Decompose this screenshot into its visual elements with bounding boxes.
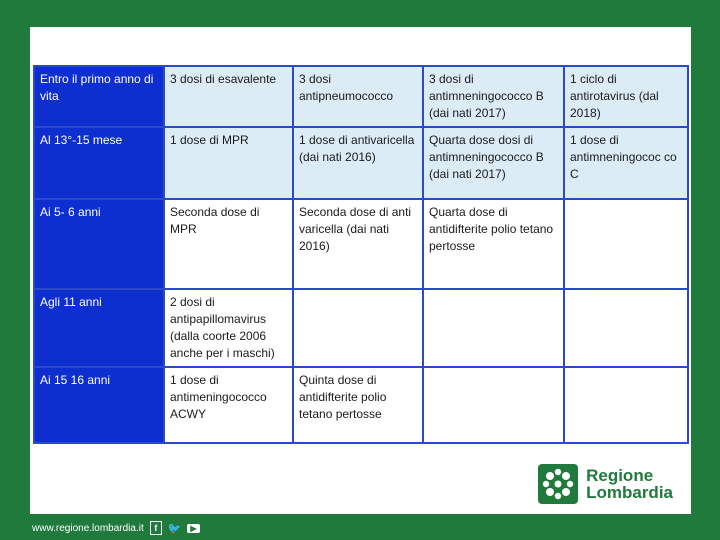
table-row xyxy=(34,289,688,367)
rosa-camuna-icon xyxy=(538,464,578,504)
table-cell: 1 dose di antimeningococco ACWY xyxy=(164,367,293,443)
slide xyxy=(30,27,691,514)
table-cell xyxy=(293,289,423,367)
vaccination-schedule-table xyxy=(33,65,689,444)
logo-line-1: Regione xyxy=(586,466,654,485)
age-cell: Ai 5- 6 anni xyxy=(34,199,164,289)
logo-line-2: Lombardia xyxy=(586,483,673,502)
facebook-icon[interactable]: f xyxy=(150,521,162,535)
age-cell: Agli 11 anni xyxy=(34,289,164,367)
table-cell: Quinta dose di antidifterite polio tetano pertosse xyxy=(293,367,423,443)
table-cell xyxy=(564,289,688,367)
regione-lombardia-logo xyxy=(538,464,673,504)
table-row xyxy=(34,127,688,199)
table-cell: Seconda dose di anti varicella (dai nati 2016) xyxy=(293,199,423,289)
age-cell: Ai 15 16 anni xyxy=(34,367,164,443)
table-cell: Quarta dose dosi di antimneningococco B (dai nati 2017) xyxy=(423,127,564,199)
table-cell: 3 dosi di antimneningococco B (dai nati 2017) xyxy=(423,66,564,127)
table-cell: 1 dose di antivaricella (dai nati 2016) xyxy=(293,127,423,199)
footer xyxy=(32,519,200,537)
table-cell: 3 dosi di esavalente xyxy=(164,66,293,127)
table-cell: Quarta dose di antidifterite polio tetano pertosse xyxy=(423,199,564,289)
table-cell: Seconda dose di MPR xyxy=(164,199,293,289)
table-row xyxy=(34,66,688,127)
age-cell: Entro il primo anno di vita xyxy=(34,66,164,127)
table-cell: 1 dose di antimneningococ co C xyxy=(564,127,688,199)
table-cell: 3 dosi antipneumococco xyxy=(293,66,423,127)
table-row xyxy=(34,199,688,289)
table-cell: 1 ciclo di antirotavirus (dal 2018) xyxy=(564,66,688,127)
table-cell: 1 dose di MPR xyxy=(164,127,293,199)
table-row xyxy=(34,367,688,443)
twitter-icon[interactable]: 🐦 xyxy=(167,522,182,535)
table-cell: 2 dosi di antipapillomavirus (dalla coorte 2006 anche per i maschi) xyxy=(164,289,293,367)
table-cell xyxy=(564,199,688,289)
table-cell xyxy=(423,367,564,443)
youtube-icon[interactable]: ▶ xyxy=(187,524,199,533)
footer-url[interactable]: www.regione.lombardia.it xyxy=(32,522,144,534)
table-cell xyxy=(564,367,688,443)
table-cell xyxy=(423,289,564,367)
age-cell: Al 13°-15 mese xyxy=(34,127,164,199)
